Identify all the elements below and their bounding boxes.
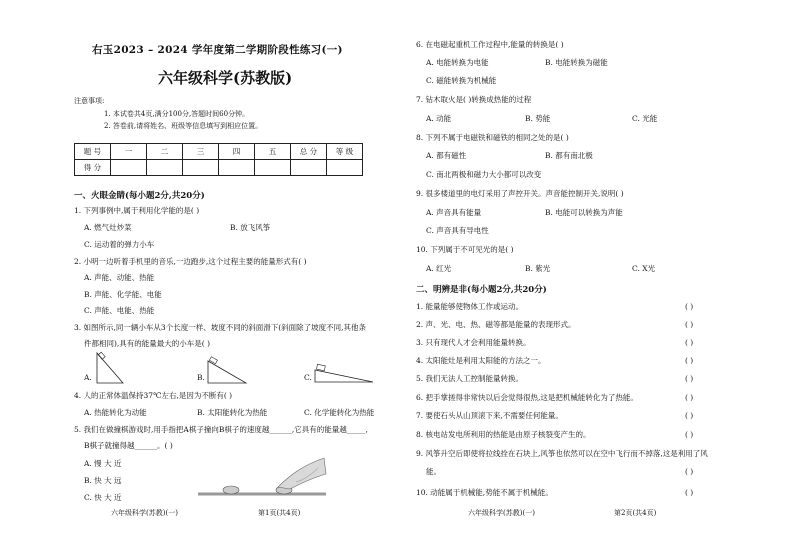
q1-option-b: B. 放飞风筝: [230, 223, 271, 232]
q3-stem-line2: 件都相同),具有的能量最大的小车是( ): [84, 339, 211, 348]
q8-option-b: B. 都有南北极: [545, 151, 593, 160]
q3-stem-line1: 3. 如图所示,同一辆小车从3个长度一样、坡度不同的斜面滑下(斜面除了坡度不同,其他条: [74, 323, 367, 332]
q10-option-a: A. 红光: [426, 264, 452, 273]
footer-left-page: 第1页(共4页): [258, 509, 301, 517]
q4-option-c: C. 化学能转化为热能: [304, 408, 375, 417]
tf-answer-blank-3[interactable]: ( ): [685, 338, 694, 347]
score-header-row: [75, 144, 363, 160]
score-cell[interactable]: [147, 160, 183, 176]
section1-title: 一、火眼金睛(每小题2分,共20分): [74, 191, 205, 201]
section2-title: 二、明辨是非(每小题2分,共20分): [416, 285, 547, 295]
q3-option-c: C.: [304, 373, 312, 382]
tf-answer-blank-1[interactable]: ( ): [685, 302, 694, 311]
q4-option-a: A. 热能转化为动能: [84, 408, 147, 417]
score-cell[interactable]: [327, 160, 363, 176]
tf-item-6: 6. 把手掌搓得非常快以后会觉得很热,这是把机械能转化为了热能。: [416, 393, 638, 402]
q8-option-c: C. 南北两极和磁力大小都可以改变: [426, 170, 542, 179]
q10-option-b: B. 紫光: [525, 264, 551, 273]
score-header-cell: 题 号: [75, 144, 111, 160]
q1-stem: 1. 下列事例中,属于利用化学能的是( ): [74, 206, 200, 215]
q6-option-b: B. 电能转换为磁能: [545, 58, 608, 67]
q9-option-c: C. 声音具有导电性: [426, 226, 489, 235]
tf-item-9: 9. 风筝升空后即使将拉线拴在石块上,风筝也依然可以在空中飞行而不掉落,这是利用了风: [416, 449, 708, 458]
score-cell[interactable]: [219, 160, 255, 176]
footer-right-subject: 六年级科学(苏教)(一): [468, 509, 535, 517]
notice-line-2: 2. 答卷前,请将姓名、班级等信息填写到相应位置。: [104, 122, 263, 130]
gentle-ramp-figure: [313, 362, 375, 384]
q7-option-a: A. 动能: [426, 114, 452, 123]
tf-answer-blank-5[interactable]: ( ): [685, 374, 694, 383]
tf-answer-blank-8[interactable]: ( ): [685, 430, 694, 439]
q6-option-c: C. 磁能转换为机械能: [426, 76, 497, 85]
q2-option-a: A. 声能、动能、热能: [84, 273, 155, 282]
tf-item-1: 1. 能量能够使物体工作或运动。: [416, 302, 524, 311]
q5-option-c: C. 快 大 近: [84, 493, 122, 502]
q2-stem: 2. 小明一边听着手机里的音乐,一边跑步,这个过程主要的能量形式有( ): [74, 257, 307, 266]
q7-option-b: B. 势能: [525, 114, 551, 123]
chess-finger-figure: [196, 452, 328, 500]
q1-option-a: A. 燃气灶炒菜: [84, 223, 132, 232]
tf-item-5: 5. 我们无法人工控制能量转换。: [416, 374, 524, 383]
score-header-cell: 一: [111, 144, 147, 160]
score-cell[interactable]: [291, 160, 327, 176]
footer-right-page: 第2页(共4页): [614, 509, 657, 517]
score-table: [74, 143, 363, 176]
q3-option-b: B.: [197, 373, 205, 382]
q7-stem: 7. 钻木取火是( )转换成热能的过程: [416, 95, 532, 104]
q9-option-b: B. 电能可以转换为声能: [545, 208, 623, 217]
q5-stem-line1: 5. 我们在做撞棋游戏时,用手指把A棋子撞向B棋子的速度越______,它具有的能量越_____,: [74, 425, 368, 434]
footer-left-subject: 六年级科学(苏教)(一): [111, 509, 178, 517]
q3-option-a: A.: [84, 373, 92, 382]
score-row-label: 得 分: [75, 160, 111, 176]
notice-label: 注意事项:: [74, 97, 105, 105]
tf-item-9-cont: 能。: [426, 467, 441, 476]
tf-answer-blank-10[interactable]: ( ): [685, 488, 694, 497]
exam-title: 右玉2023 – 2024 学年度第二学期阶段性练习(一): [92, 44, 343, 56]
tf-item-8: 8. 核电站发电所利用的热能是由原子核裂变产生的。: [416, 430, 591, 439]
q2-option-c: C. 声能、电能、热能: [84, 306, 155, 315]
notice-line-1: 1. 本试卷共4页,满分100分,答题时间60分钟。: [104, 110, 250, 118]
q8-stem: 8. 下列不属于电磁铁和磁铁的相同之处的是( ): [416, 133, 569, 142]
score-cell[interactable]: [183, 160, 219, 176]
right-page: [400, 0, 794, 543]
q6-stem: 6. 在电磁起重机工作过程中,能量的转换是( ): [416, 40, 564, 49]
tf-answer-blank-9[interactable]: ( ): [685, 467, 694, 476]
tf-item-2: 2. 声、光、电、热、磁等都是能量的表现形式。: [416, 320, 576, 329]
q1-option-c: C. 运动着的弹力小车: [84, 240, 155, 249]
tf-answer-blank-7[interactable]: ( ): [685, 411, 694, 420]
score-header-cell: 等 级: [327, 144, 363, 160]
tf-item-7: 7. 要使石头从山顶滚下来,不需要任何能量。: [416, 411, 563, 420]
q9-stem: 9. 很多楼道里的电灯采用了声控开关。声音能控制开关,说明( ): [416, 189, 624, 198]
q5-stem-line2: B棋子就撞得越______。( ): [84, 441, 173, 450]
q6-option-a: A. 电能转换为电能: [426, 58, 489, 67]
q8-option-a: A. 都有磁性: [426, 151, 467, 160]
medium-ramp-figure: [206, 355, 248, 385]
score-header-cell: 三: [183, 144, 219, 160]
q2-option-b: B. 声能、化学能、电能: [84, 290, 162, 299]
q5-option-a: A. 慢 大 近: [84, 459, 122, 468]
score-cell[interactable]: [255, 160, 291, 176]
q4-option-b: B. 太阳能转化为热能: [197, 408, 268, 417]
score-header-cell: 四: [219, 144, 255, 160]
score-header-cell: 二: [147, 144, 183, 160]
q5-option-b: B. 快 大 远: [84, 476, 122, 485]
q10-stem: 10. 下列属于不可见光的是( ): [416, 245, 514, 254]
score-header-cell: 五: [255, 144, 291, 160]
tf-item-10: 10. 动能属于机械能,势能不属于机械能。: [416, 488, 553, 497]
tf-answer-blank-6[interactable]: ( ): [685, 393, 694, 402]
q4-stem: 4. 人的正常体温保持37℃左右,是因为不断有( ): [74, 391, 233, 400]
q10-option-c: C. X光: [632, 264, 656, 273]
subject-title: 六年级科学(苏教版): [158, 69, 293, 87]
tf-item-3: 3. 只有现代人才会利用能量转换。: [416, 338, 531, 347]
q7-option-c: C. 光能: [632, 114, 658, 123]
score-header-cell: 总 分: [291, 144, 327, 160]
steep-ramp-figure: [95, 350, 125, 385]
tf-item-4: 4. 太阳能灶是利用太阳能的方法之一。: [416, 356, 546, 365]
score-value-row: [75, 160, 363, 176]
q9-option-a: A. 声音具有能量: [426, 208, 482, 217]
tf-answer-blank-4[interactable]: ( ): [685, 356, 694, 365]
score-cell[interactable]: [111, 160, 147, 176]
tf-answer-blank-2[interactable]: ( ): [685, 320, 694, 329]
